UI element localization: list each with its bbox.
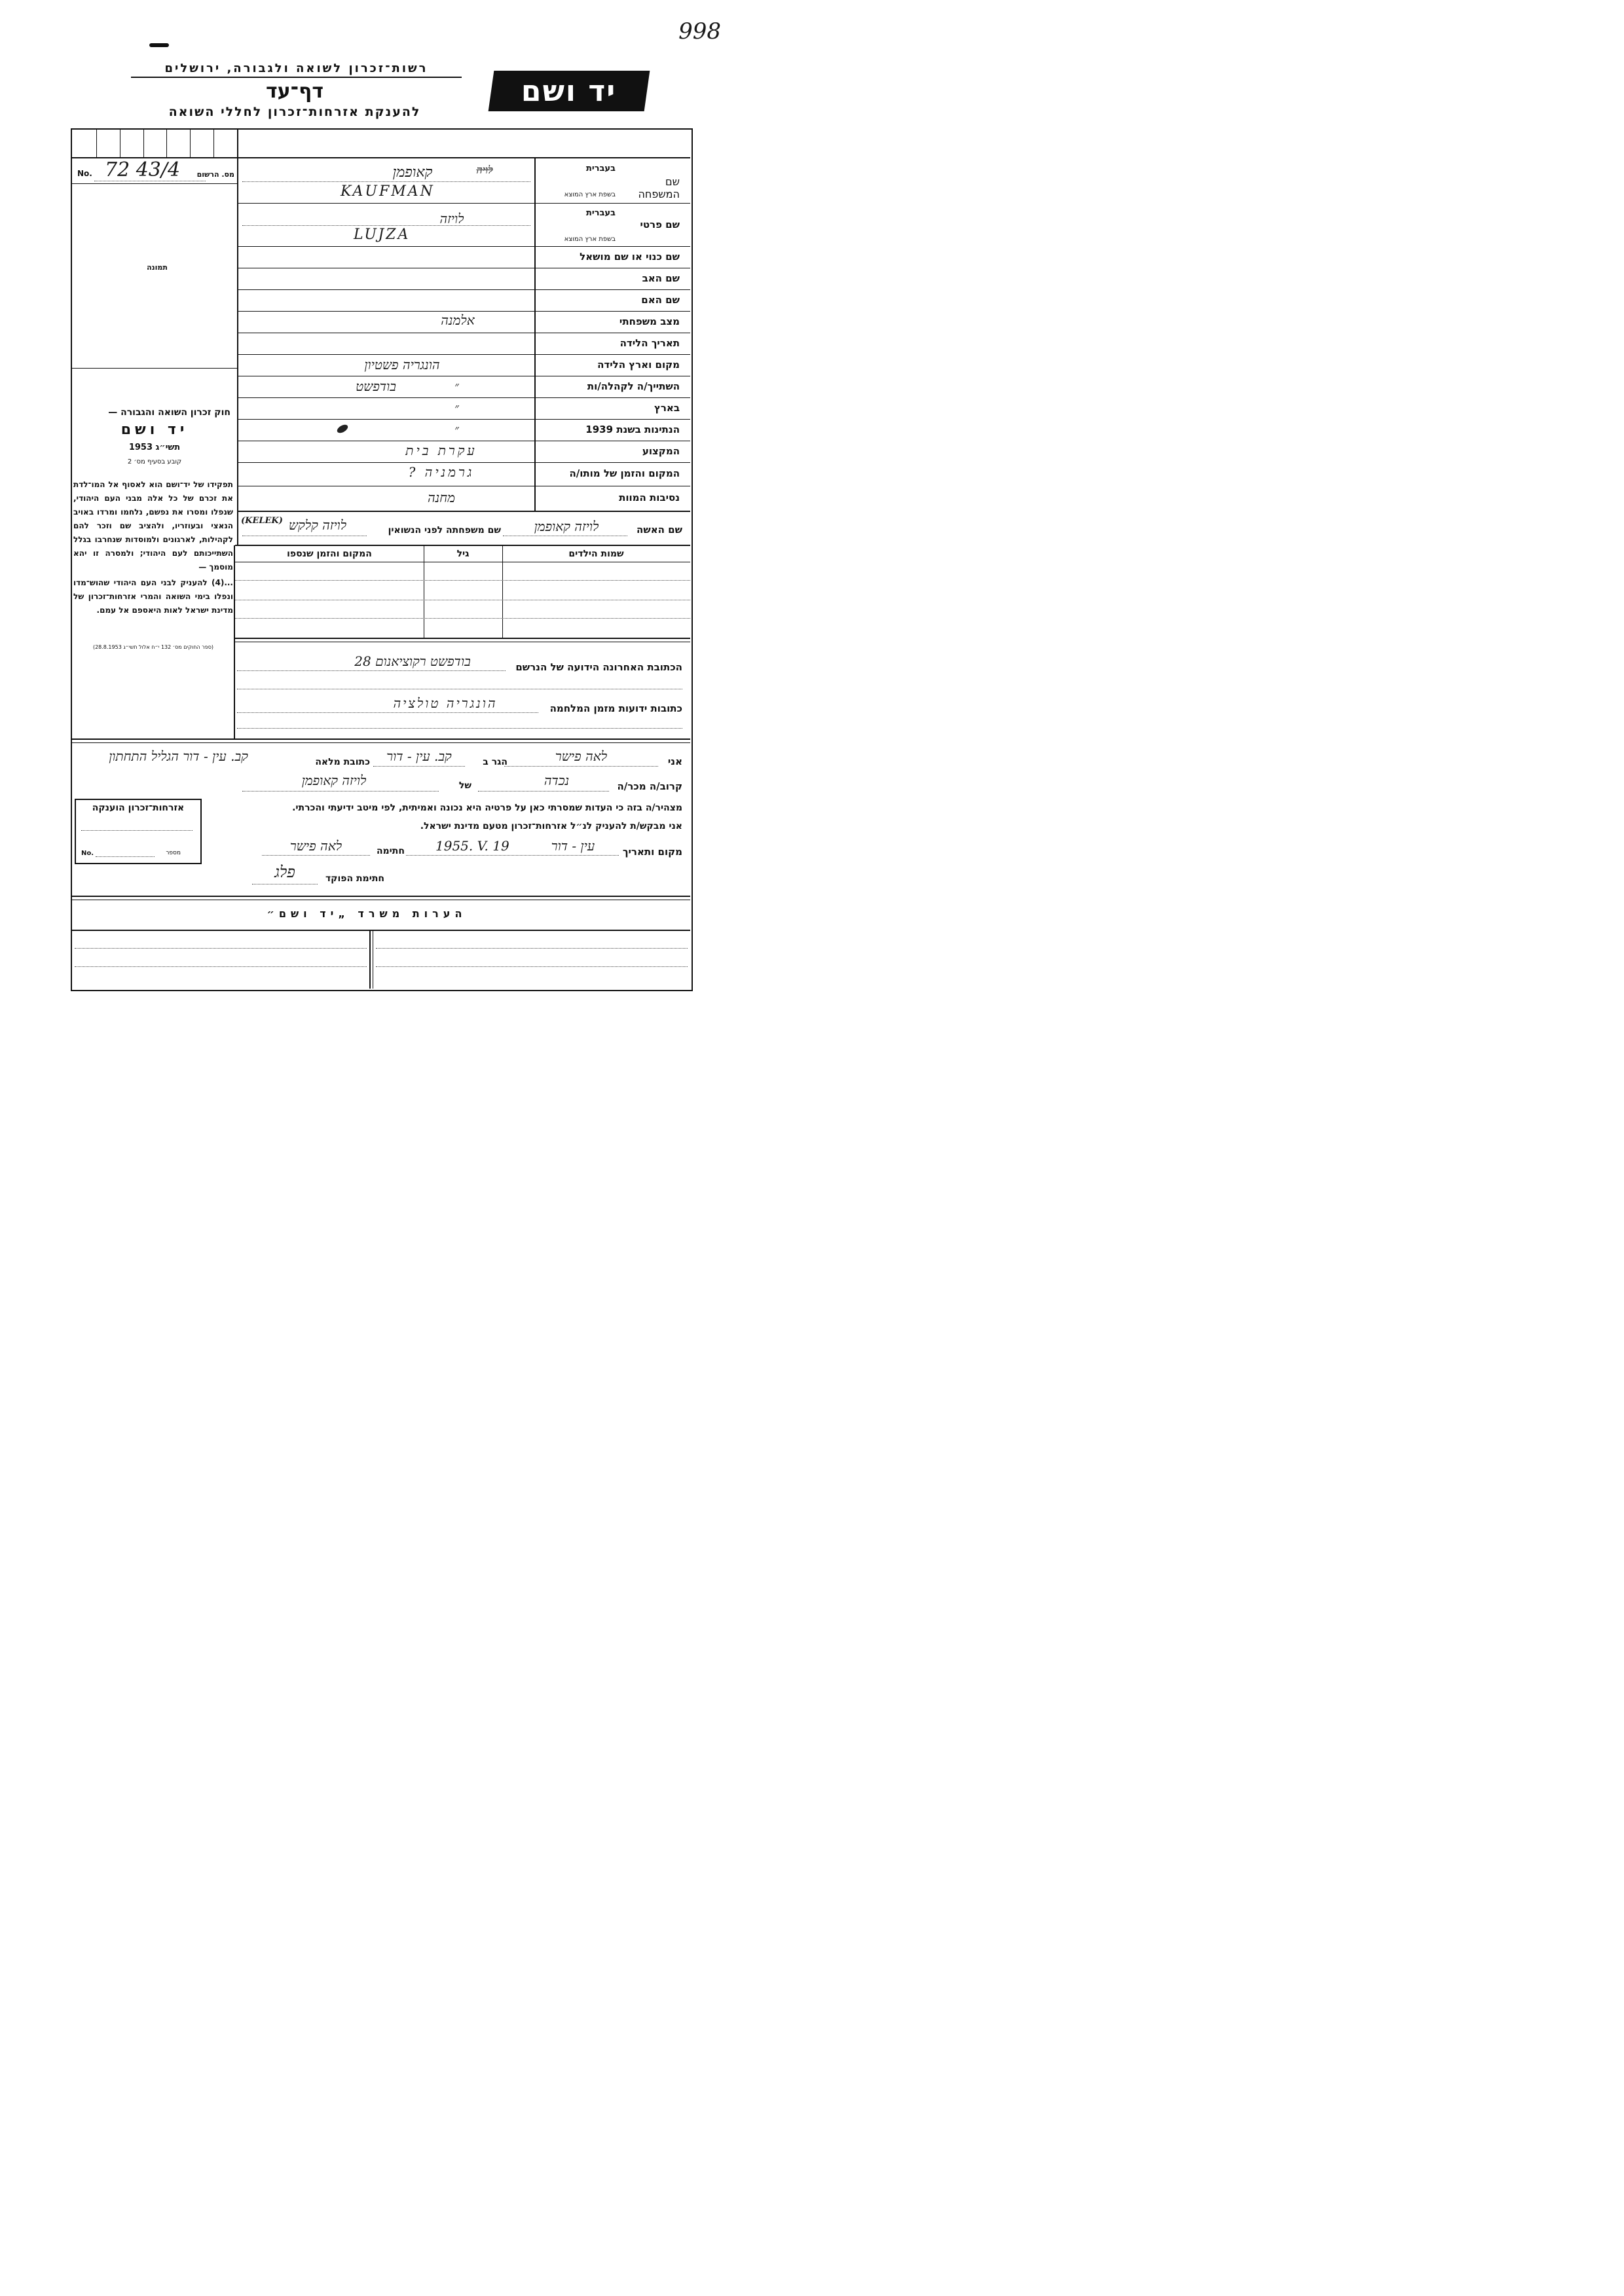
family-name-struck: לויה <box>476 164 493 176</box>
row-label: שם האב <box>642 272 680 284</box>
children-table <box>235 546 690 638</box>
header-age: גיל <box>456 549 470 559</box>
detail-row <box>238 268 690 290</box>
maiden-name-label: שם משפחתה לפני הנשואין <box>388 525 501 536</box>
form-title: דף־עד <box>266 80 323 103</box>
row-label: השתייך/ה לקהלה/ות <box>587 380 680 392</box>
row-value: גרמניה ? <box>408 464 475 480</box>
row-label: תאריך הלידה <box>619 337 680 349</box>
registration-no-label: No. <box>77 169 92 178</box>
detail-row <box>238 289 690 312</box>
of-label: של <box>458 780 471 791</box>
declarant-i-label: אני <box>667 756 682 767</box>
row-label: מקום וארץ הלידה <box>597 359 680 371</box>
award-box-title: אזרחות־זכרון הוענקה <box>92 803 185 813</box>
relative-value: נכדה <box>544 773 570 788</box>
detail-row <box>238 311 690 333</box>
last-address-value: בודפשט רקוציאנום 28 <box>354 653 471 669</box>
row-label: הנתינות בשנת 1939 <box>585 424 680 435</box>
row-value: הונגריה פשטיון <box>364 357 440 373</box>
award-box-number-label: מספר <box>166 850 181 856</box>
detail-row <box>238 441 690 463</box>
origin-lang-label-1: בשפת ארץ המוצא <box>564 191 616 198</box>
maiden-name-latin: (KELEK) <box>241 516 283 526</box>
family-name-origin: KAUFMAN <box>341 183 435 200</box>
wife-value: לויזה קאופמן <box>534 519 599 534</box>
row-value: בודפשט <box>356 378 396 394</box>
declaration-text-2: אני מבקש/ת להעניק לנ״ל אזרחות־זכרון מטעם מדינת ישראל. <box>420 821 682 831</box>
form-subtitle: להענקת אזרחות־זכרון לחללי השואה <box>168 105 421 119</box>
authority-title: רשות־זכרון לשואה ולגבורה, ירושלים <box>131 62 462 78</box>
lives-in-value: קב. עין - דור <box>386 748 452 764</box>
row-label: בארץ <box>654 402 680 414</box>
date-value: 1955. V. 19 <box>435 838 509 854</box>
row-label: שם האם <box>641 294 680 306</box>
ink-mark <box>149 43 169 47</box>
family-name-label: שם המשפחה <box>638 175 680 200</box>
registration-label: מס. הרשום <box>196 170 234 179</box>
header-place-time: המקום והזמן שנספו <box>287 549 372 559</box>
in-hebrew-label-1: בעברית <box>585 164 616 173</box>
signature-value: לאה פישר <box>289 838 342 854</box>
row-value: עקרת בית <box>405 443 477 458</box>
detail-row <box>238 376 690 398</box>
declarant-name: לאה פישר <box>555 748 608 764</box>
ditto-mark: ״ <box>454 380 459 393</box>
detail-rows <box>238 246 690 511</box>
origin-lang-label-2: בשפת ארץ המוצא <box>564 236 616 243</box>
detail-row <box>238 419 690 441</box>
law-footnote: (ספר החוקים מס׳ 132 י״ח אלול תשי״ג 28.8.1953) <box>92 644 214 650</box>
place-date-label: מקום ותאריך <box>622 846 682 858</box>
given-name-label: שם פרטי <box>640 219 680 230</box>
of-value: לויזה קאופמן <box>301 773 367 788</box>
table-row <box>235 618 690 619</box>
header-children-names: שמות הילדים <box>568 549 624 559</box>
row-value: אלמנה <box>441 312 475 328</box>
page-number: 998 <box>678 18 721 45</box>
detail-row <box>238 246 690 268</box>
law-year: תשי״ג 1953 <box>128 443 181 452</box>
row-value: ״ <box>454 401 459 415</box>
detail-row <box>238 354 690 376</box>
row-value: ״ <box>454 423 459 437</box>
table-header-row <box>235 546 690 562</box>
given-name-hebrew: לויזה <box>439 211 464 227</box>
full-address-value: קב. עין - דור הגליל התחתון <box>109 748 248 764</box>
officer-signature-value: פלג <box>274 863 295 881</box>
wife-label: שם האשה <box>637 524 682 536</box>
declaration-text-1: מצהיר/ה בזה כי העדות שמסרתי כאן על פרטיה היא נכונה ואמיתית, לפי מיטב ידיעתי והכרתי. <box>292 803 682 813</box>
full-address-label: כתובת מלאה <box>315 757 370 767</box>
war-address-label: כתובות ידועות מזמן המלחמה <box>549 702 682 714</box>
detail-row <box>238 462 690 486</box>
detail-row <box>238 333 690 355</box>
registration-number: 72 43/4 <box>105 158 181 181</box>
lives-in-label: הגר ב <box>483 757 507 767</box>
row-label: המקצוע <box>642 445 680 457</box>
given-name-origin: LUJZA <box>354 227 411 243</box>
ink-blot <box>336 423 350 435</box>
logo-text: יד ושם <box>521 74 617 108</box>
registration-boxes <box>73 130 237 157</box>
award-box-no-label: No. <box>81 850 94 857</box>
office-notes-title: הערות משרד „יד ושם״ <box>267 907 467 920</box>
law-name: יד ושם <box>120 422 189 438</box>
maiden-name-value: לויזה קלקש <box>288 517 347 533</box>
photo-label: תמונה <box>147 263 168 272</box>
last-address-label: הכתובת האחרונה הידועה של הנרשם <box>515 661 682 673</box>
detail-row <box>238 486 690 511</box>
in-hebrew-label-2: בעברית <box>585 208 616 218</box>
war-address-value: הונגריה טולציה <box>393 695 498 711</box>
row-label: שם כנוי או שם מושאל <box>580 251 680 263</box>
law-text-1: תפקידו של יד־ושם הוא לאסוף אל המו־לדת את זכרם של כל אלה מבני העם היהודי, שנפלו ומסרו את נפשם, נלחמו ומרדו באויב הנאצי ובעוזריו, ולהציב שם וזכר להם לקהילות, לארגונים ולמוסדות שנחרבו בגלל השתייכותם לעם היהודי; ולמסרה זו יהא מוסמך — <box>73 480 233 572</box>
row-label: מצב משפחתי <box>619 316 680 327</box>
place-value: עין - דור <box>551 838 595 854</box>
officer-signature-label: חתימת הפוקד <box>325 873 384 884</box>
law-text-2: ...(4) להעניק לבני העם היהודי שהוש־מדו ונפלו בימי השואה והמרי אזרחות־זכרון של מדינת ישראל לאות היאספם אל עמם. <box>73 578 233 615</box>
relative-label: קרוב/ה מכר/ה <box>617 780 682 792</box>
table-row <box>235 580 690 581</box>
row-label: המקום והזמן של מותו/ה <box>569 467 680 479</box>
law-title: חוק זכרון השואה והגבורה — <box>108 407 231 418</box>
law-section: קובע בסעיף מס׳ 2 <box>127 458 182 465</box>
family-name-hebrew: קאופמן <box>392 164 433 181</box>
row-value: מחנה <box>428 490 455 505</box>
yad-vashem-logo <box>489 71 650 111</box>
detail-row <box>238 397 690 420</box>
row-label: נסיבות המוות <box>619 492 680 503</box>
signature-label: חתימה <box>376 846 405 856</box>
